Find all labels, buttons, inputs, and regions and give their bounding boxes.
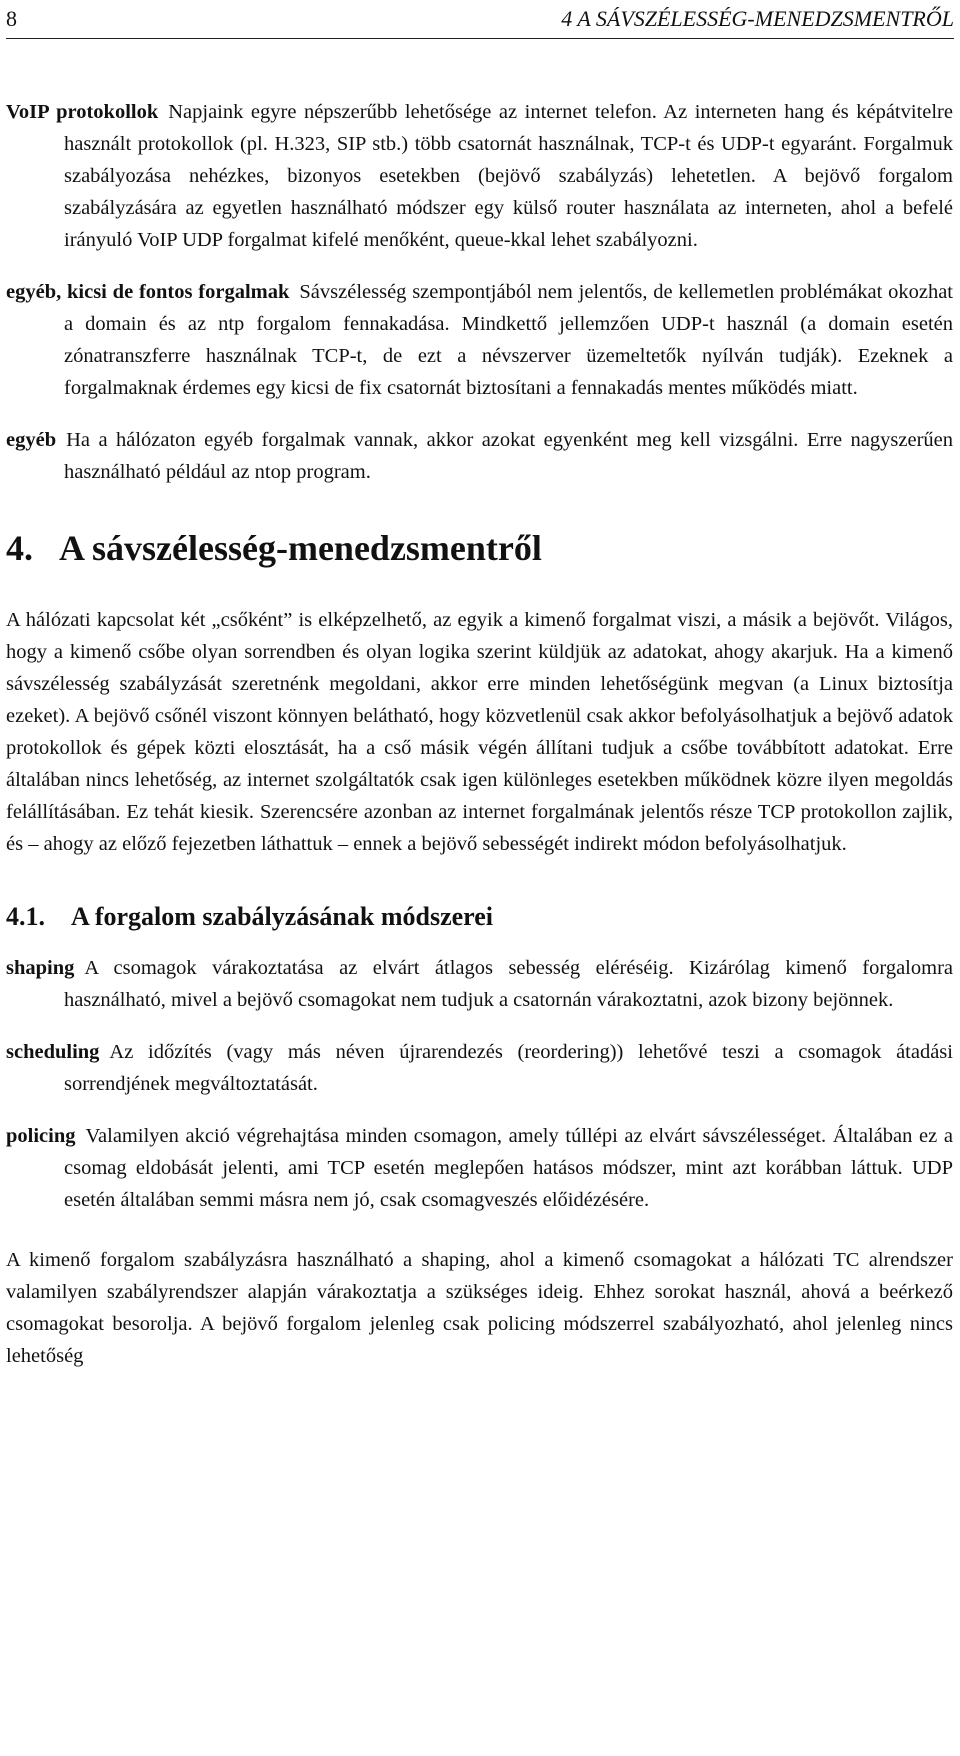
chapter-paragraph: A hálózati kapcsolat két „csőként” is elképzelhető, az egyik a kimenő forgalmat viszi, a másik a bejövőt. Világos, hogy a kimenő csőbe olyan sorrendben és olyan logika szerint küldjük az adatokat, ahogy akarjuk. Ha a kimenő sávszélesség szabályzását szeretnénk megoldani, akkor erre minden lehetőségünk megvan (a Linux biztosítja ezeket). A bejövő csőnél viszont könnyen belátható, hogy közvetlenül csak akkor befolyásolhatjuk a bejövő adatok protokollok és gépek közti elosztását, ha a cső másik végén állítani tudjuk a csőbe továbbított adatokat. Erre általában nincs lehetőség, az internet szolgáltatók csak igen különleges esetekben működnek közre ilyen megoldás felállításában. Ez tehát kiesik. Szerencsére azonban az internet forgalmának jelentős része TCP protokollon zajlik, és – ahogy az előző fejezetben láthattuk – ennek a bejövő sebességét indirekt módon befolyásolhatjuk.: [6, 609, 953, 855]
section-number: 4.1.: [6, 902, 45, 931]
definition-text: Napjaink egyre népszerűbb lehetősége az internet telefon. Az interneten hang és képátvitelre használt protokollok (pl. H.323, SIP stb.) több csatornát használnak, TCP-t és UDP-t egyaránt. Forgalmuk szabályozása nehézkes, bizonyos esetekben (bejövő szabályzás) lehetetlen. A bejövő forgalom szabályzására az egyetlen használható módszer egy külső router használata az interneten, ahol a befelé irányuló VoIP UDP forgalmat kifelé menőként, queue-kkal lehet szabályozni.: [64, 101, 953, 251]
main-content: [6, 96, 953, 1390]
chapter-title: A sávszélesség-menedzsmentről: [59, 528, 542, 568]
method-term: scheduling: [6, 1041, 100, 1063]
method-text: Az időzítés (vagy más néven újrarendezés (reordering)) lehetővé teszi a csomagok átadási sorrendjének megváltoztatását.: [64, 1041, 953, 1095]
method-item-shaping: [6, 952, 953, 1016]
method-term: policing: [6, 1125, 76, 1147]
method-item-policing: [6, 1120, 953, 1216]
chapter-heading: [6, 526, 953, 570]
method-text: A csomagok várakoztatása az elvárt átlagos sebesség eléréséig. Kizárólag kimenő forgalomra használható, mivel a bejövő csomagokat nem tudjuk a csatornán várakoztatni, azok bizony bejönnek.: [64, 957, 953, 1011]
definition-term: VoIP protokollok: [6, 101, 159, 123]
section-title: A forgalom szabályzásának módszerei: [71, 902, 493, 931]
closing-paragraph: A kimenő forgalom szabályzásra használható a shaping, ahol a kimenő csomagokat a hálózati TC alrendszer valamilyen szabályrendszer alapján várakoztatja a szükséges ideig. Ehhez sorokat használ, ahová a beérkező csomagokat besorolja. A bejövő forgalom jelenleg csak policing módszerrel szabályozható, ahol jelenleg nincs lehetőség: [6, 1249, 953, 1367]
section-heading: [6, 900, 953, 934]
method-term: shaping: [6, 957, 75, 979]
definition-text: Sávszélesség szempontjából nem jelentős, de kellemetlen problémákat okozhat a domain és az ntp forgalom fennakadása. Mindkettő jellemzően UDP-t használ (a domain esetén zónatranszferre használnak TCP-t, de ezt a névszerver üzemeltetők nyílván tudják). Ezeknek a forgalmaknak érdemes egy kicsi de fix csatornát biztosítani a fennakadás mentes működés miatt.: [64, 281, 953, 399]
method-item-scheduling: [6, 1036, 953, 1100]
method-text: Valamilyen akció végrehajtása minden csomagon, amely túllépi az elvárt sávszélességet. Általában ez a csomag eldobását jelenti, ami TCP esetén meglepően hatásos módszer, mint azt korábban láttuk. UDP esetén általában semmi másra nem jó, csak csomagveszés előidézésére.: [64, 1125, 953, 1211]
definition-text: Ha a hálózaton egyéb forgalmak vannak, akkor azokat egyenként meg kell vizsgálni. Erre nagyszerűen használható például az ntop program.: [64, 429, 953, 483]
page-number: 8: [6, 6, 17, 31]
definition-item-other: [6, 424, 953, 488]
running-header: [6, 0, 954, 39]
running-title: 4 A SÁVSZÉLESSÉG-MENEDZSMENTRŐL: [561, 6, 954, 31]
definition-term: egyéb, kicsi de fontos forgalmak: [6, 281, 290, 303]
definition-item-voip: [6, 96, 953, 256]
definition-term: egyéb: [6, 429, 57, 451]
definition-item-small-traffic: [6, 276, 953, 404]
chapter-number: 4.: [6, 528, 33, 568]
